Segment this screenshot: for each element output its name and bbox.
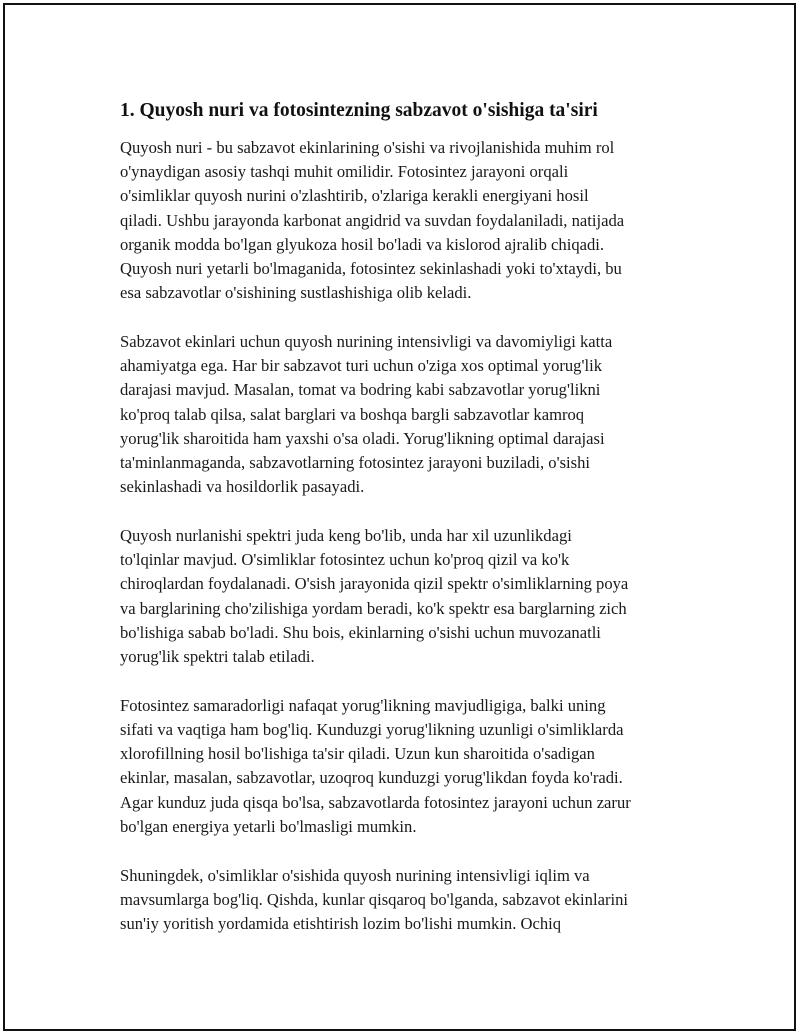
section-heading: 1. Quyosh nuri va fotosintezning sabzavot o'sishiga ta'siri: [120, 100, 598, 121]
paragraph-1: Quyosh nuri - bu sabzavot ekinlarining o'sishi va rivojlanishida muhim rol o'ynaydigan asosiy tashqi muhit omilidir. Fotosintez jarayoni orqali o'simliklar quyosh nurini o'zlashtirib, o'zlariga kerakli energiyani hosil qiladi. Ushbu jarayonda karbonat angidrid va suvdan foydalaniladi, natijada organik modda bo'lgan glyukoza hosil bo'ladi va kislorod ajralib chiqadi. Quyosh nuri yetarli bo'lmaganida, fotosintez sekinlashadi yoki to'xtaydi, bu esa sabzavotlar o'sishining sustlashishiga olib keladi.: [120, 138, 625, 303]
page-frame: [3, 3, 796, 1031]
paragraph-5: Shuningdek, o'simliklar o'sishida quyosh nurining intensivligi iqlim va mavsumlarga bog'liq. Qishda, kunlar qisqaroq bo'lganda, sabzavot ekinlarini sun'iy yoritish yordamida etishtirish lozim bo'lishi mumkin. Ochiq: [120, 865, 628, 934]
paragraph-2: Sabzavot ekinlari uchun quyosh nurining intensivligi va davomiyligi katta ahamiyatga ega. Har bir sabzavot turi uchun o'ziga xos optimal yorug'lik darajasi mavjud. Masalan, tomat va bodring kabi sabzavotlar yorug'likni ko'proq talab qilsa, salat barglari va boshqa bargli sabzavotlar kamroq yorug'lik sharoitida ham yaxshi o'sa oladi. Yorug'likning optimal darajasi ta'minlanmaganda, sabzavotlarning fotosintez jarayoni buziladi, o'sishi sekinlashadi va hosildorlik pasayadi.: [120, 332, 613, 497]
paragraph-4: Fotosintez samaradorligi nafaqat yorug'likning mavjudligiga, balki uning sifati va vaqtiga ham bog'liq. Kunduzgi yorug'likning uzunligi o'simliklarda xlorofillning hosil bo'lishiga ta'sir qiladi. Uzun kun sharoitida o'sadigan ekinlar, masalan, sabzavotlar, uzoqroq kunduzgi yorug'likdan foyda ko'radi. Agar kunduz juda qisqa bo'lsa, sabzavotlarda fotosintez jarayoni uchun zarur bo'lgan energiya yetarli bo'lmasligi mumkin.: [120, 695, 631, 836]
paragraph-3: Quyosh nurlanishi spektri juda keng bo'lib, unda har xil uzunlikdagi to'lqinlar mavjud. O'simliklar fotosintez uchun ko'proq qizil va ko'k chiroqlardan foydalanadi. O'sish jarayonida qizil spektr o'simliklarning poya va barglarining cho'zilishiga yordam beradi, ko'k spektr esa barglarning zich bo'lishiga sabab bo'ladi. Shu bois, ekinlarning o'sishi uchun muvozanatli yorug'lik spektri talab etiladi.: [120, 526, 629, 667]
document-body: [120, 98, 700, 961]
